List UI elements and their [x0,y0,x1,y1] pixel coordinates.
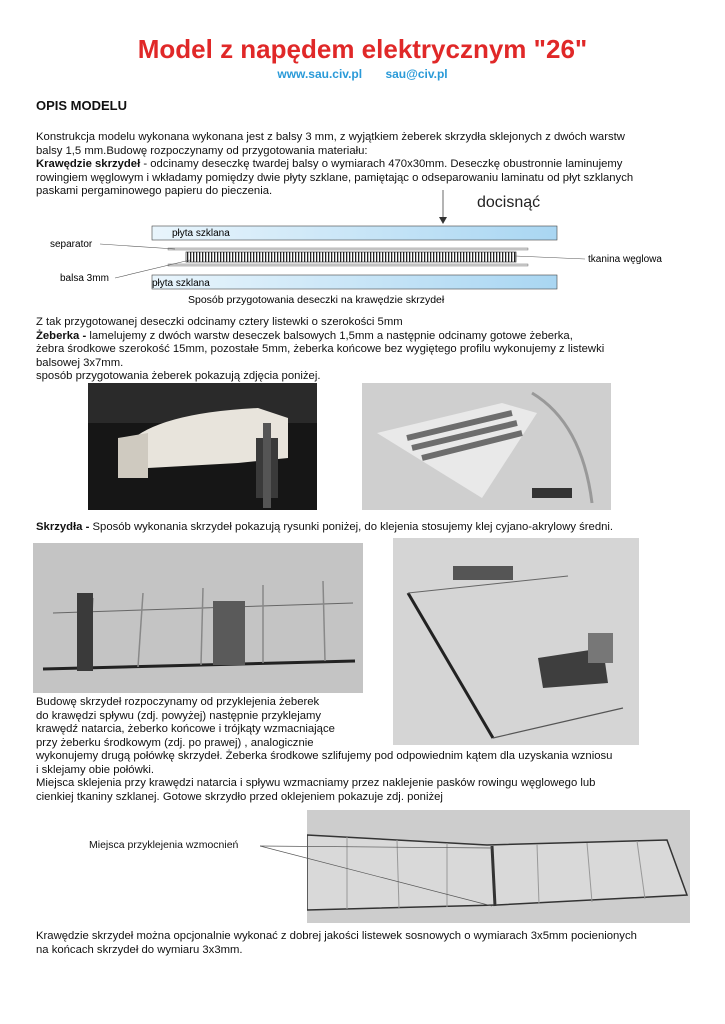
bottom-glass-plate [152,275,557,289]
contact-links [0,67,725,81]
press-arrow-head [439,217,447,224]
bottom-plate-label: płyta szklana [152,278,210,289]
separator-leader [100,244,175,249]
website-link[interactable]: www.sau.civ.pl [277,67,363,81]
ribs-line: sposób przygotowania żeberek pokazują zdjęcia poniżej. [36,370,321,382]
photo-ribs-table [362,383,611,510]
ribs-line: Z tak przygotowanej deseczki odcinamy cztery listewki o szerokości 5mm [36,316,403,328]
lead-bold: Żeberka - [36,329,87,342]
final-paragraph [36,930,637,957]
balsa-label: balsa 3mm [60,273,109,284]
ribs-line-rest: lamelujemy z dwóch warstw deseczek balsowych 1,5mm a następnie odcinamy gotowe żeberka, [86,329,573,342]
wings-paragraph [36,521,613,535]
ribs-line [36,330,604,344]
intro-line: balsy 1,5 mm.Budowę rozpoczynamy od przygotowania materiału: [36,144,368,157]
wings-line-rest: Sposób wykonania skrzydeł pokazują rysunki poniżej, do klejenia stosujemy klej cyjano-akrylowy średni. [89,521,614,533]
photo-rib-stack [88,383,317,510]
diagram-caption: Sposób przygotowania deseczki na krawędzie skrzydeł [188,294,445,306]
lead-bold: Skrzydła - [36,521,90,533]
carbon-label: tkanina węglowa [588,254,662,265]
email-link[interactable]: sau@civ.pl [385,67,448,81]
reinforce-label: Miejsca przyklejenia wzmocnień [89,839,239,851]
intro-line: rowingiem węglowym i wkładamy pomiędzy dwie płyty szklane, pamiętając o odseparowaniu laminatu od płyt szklanych [36,171,634,184]
build-line: i sklejamy obie połówki. [36,763,155,776]
wings-line [36,521,613,535]
intro-line: paskami pergaminowego papieru do pieczenia. [36,185,273,197]
intro-line [36,158,633,172]
build-line: krawędź natarcia, żeberko końcowe i trójkąty wzmacniające [36,723,335,735]
press-label: docisnąć [477,194,541,211]
intro-paragraph [36,131,633,199]
ribs-line: balsowej 3x7mm. [36,356,124,369]
ribs-line: żebra środkowe szerokość 15mm, pozostałe 5mm, żeberka końcowe bez wygiętego profilu wykonujemy z listewki [36,343,605,355]
separator-label: separator [50,239,93,250]
ribs-paragraph [36,316,604,384]
build-line: cienkiej tkaniny szklanej. Gotowe skrzydło przed oklejeniem pokazuje zdj. poniżej [36,790,443,803]
intro-line-rest: - odcinamy deseczkę twardej balsy o wymiarach 470x30mm. Deseczkę obustronnie laminujemy [140,158,623,170]
build-line: Budowę skrzydeł rozpoczynamy od przyklejenia żeberek [36,696,320,708]
separator-top [168,248,528,250]
balsa-laminate [186,252,516,262]
build-line: przy żeberku środkowym (zdj. po prawej) , analogicznie [36,736,314,749]
build-line: Miejsca sklejenia przy krawędzi natarcia i spływu wzmacniamy przez naklejenie pasków rowingu węglowego lub [36,777,596,789]
lead-bold: Krawędzie skrzydeł [36,158,141,170]
final-line: na końcach skrzydeł do wymiaru 3x3mm. [36,943,243,956]
intro-line: Konstrukcja modelu wykonana wykonana jest z balsy 3 mm, z wyjątkiem żeberek skrzydła sklejonych z dwóch warstw [36,131,625,143]
final-line: Krawędzie skrzydeł można opcjonalnie wykonać z dobrej jakości listewek sosnowych o wymiarach 3x5mm pocienionych [36,930,637,942]
carbon-leader [515,256,585,259]
top-plate-label: płyta szklana [172,228,230,239]
laminate-diagram [40,190,690,310]
section-title: OPIS MODELU [36,98,128,113]
build-line: do krawędzi spływu (zdj. powyżej) następnie przyklejamy [36,709,322,722]
build-paragraph [36,696,612,804]
separator-bottom [168,264,528,266]
page-title: Model z napędem elektrycznym "26" [137,34,588,64]
build-line: wykonujemy drugą połówkę skrzydeł. Żeberka środkowe szlifujemy pod odpowiednim kątem dla uzyskania wzniosu [36,750,613,762]
reinforce-leaders [260,836,500,916]
photo-wing-frame [33,543,363,693]
